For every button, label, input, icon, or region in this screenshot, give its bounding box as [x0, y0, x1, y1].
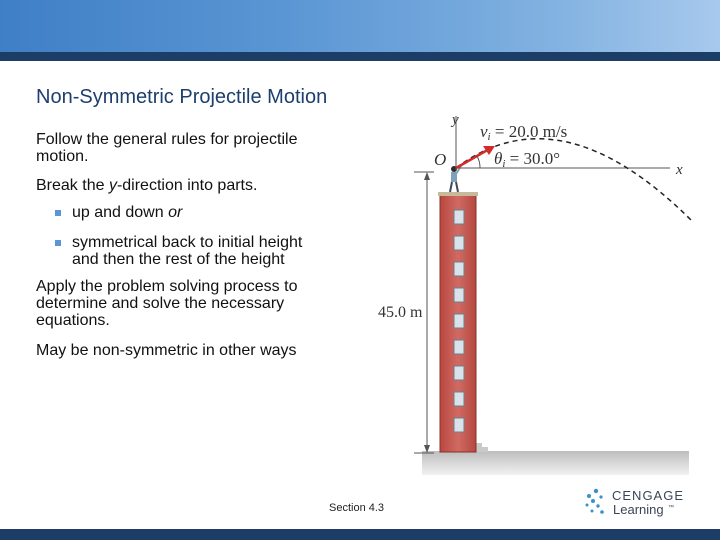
angle-arc	[477, 156, 480, 168]
paragraph-1-line-2: motion.	[36, 148, 89, 165]
paragraph-2-prefix: Break the	[36, 177, 109, 194]
logo-trademark: ™	[668, 505, 674, 511]
bullet-1	[72, 204, 182, 221]
velocity-value: = 20.0 m/s	[490, 122, 568, 141]
slide-title: Non-Symmetric Projectile Motion	[36, 86, 328, 108]
bullet-1-text: up and down	[72, 204, 169, 221]
bullet-2-line-1: symmetrical back to initial height	[72, 234, 303, 251]
origin-label: O	[434, 150, 447, 169]
paragraph-3-line-3: equations.	[36, 312, 110, 329]
velocity-symbol: v	[480, 122, 488, 141]
paragraph-2-italic: y	[108, 177, 117, 194]
velocity-subscript: i	[487, 131, 491, 143]
paragraph-3-line-1: Apply the problem solving process to	[36, 278, 298, 295]
cengage-logo	[584, 486, 694, 520]
angle-label	[494, 149, 560, 170]
height-arrow-top	[424, 172, 430, 180]
projectile-figure	[370, 106, 695, 480]
angle-subscript: i	[502, 158, 506, 170]
angle-symbol: θ	[494, 149, 503, 168]
bullet-marker-2	[55, 240, 61, 246]
building-windows	[454, 210, 464, 432]
building-roof	[438, 192, 478, 196]
section-footer: Section 4.3	[329, 502, 385, 514]
velocity-label	[480, 122, 567, 143]
logo-line-1: CENGAGE	[612, 488, 685, 503]
bullet-2-line-2: and then the rest of the height	[72, 251, 285, 268]
angle-value: = 30.0°	[505, 149, 561, 168]
ground	[422, 451, 689, 475]
header-band	[0, 52, 720, 61]
header-banner	[0, 0, 720, 52]
paragraph-4: May be non-symmetric in other ways	[36, 342, 297, 359]
x-axis-label: x	[676, 162, 683, 178]
paragraph-1-line-1: Follow the general rules for projectile	[36, 131, 298, 148]
velocity-vector	[456, 148, 491, 168]
logo-line-2: Learning	[613, 502, 664, 517]
ground-rubble	[476, 443, 488, 452]
paragraph-2-suffix: -direction into parts.	[116, 177, 258, 194]
height-label: 45.0 m	[378, 304, 423, 321]
bullet-marker-1	[55, 210, 61, 216]
bullet-1-italic: or	[168, 204, 183, 221]
footer-band	[0, 529, 720, 540]
paragraph-3-line-2: determine and solve the necessary	[36, 295, 285, 312]
paragraph-2	[36, 177, 257, 194]
y-axis-label: y	[452, 112, 459, 128]
